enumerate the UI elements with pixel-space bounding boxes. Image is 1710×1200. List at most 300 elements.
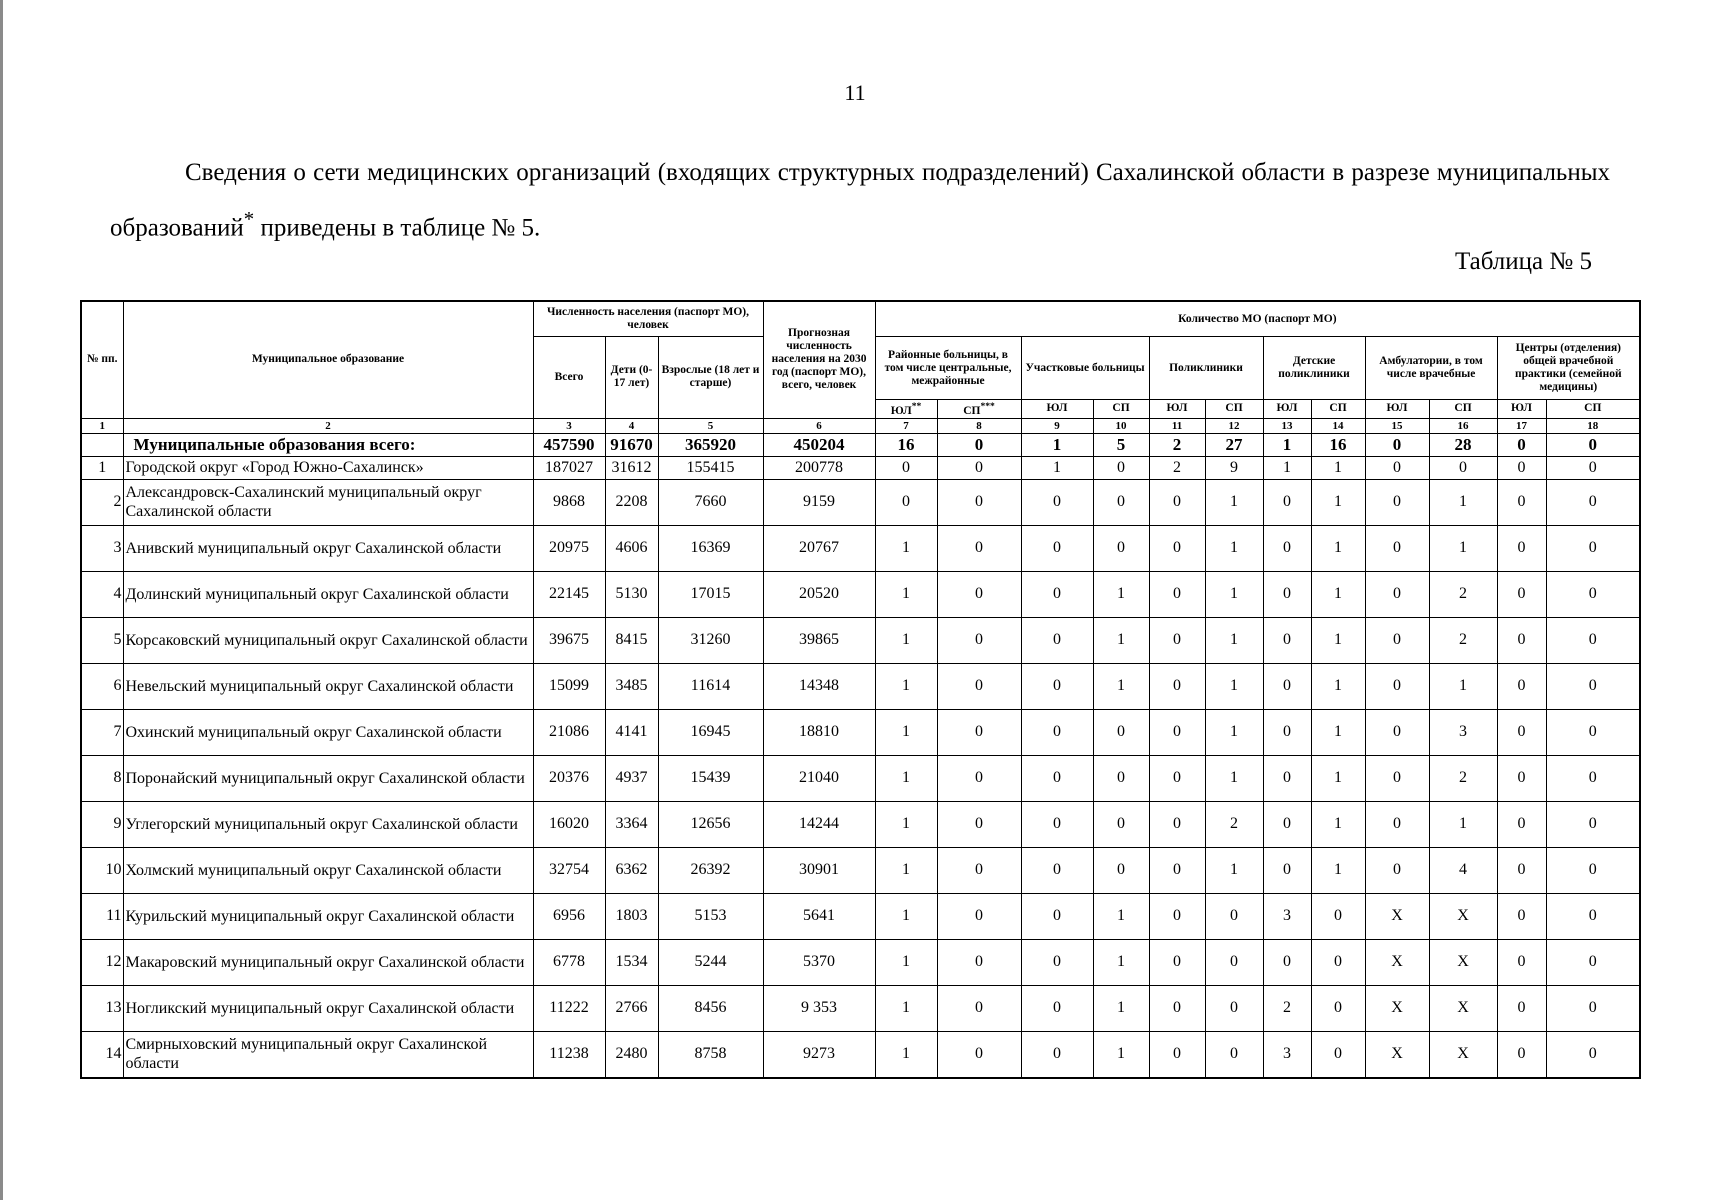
table-cell: 1 (1205, 479, 1263, 525)
table-cell: 2 (1429, 617, 1497, 663)
column-number-cell: 4 (605, 418, 658, 433)
table-cell: 1 (1311, 801, 1365, 847)
table-cell: 0 (1311, 893, 1365, 939)
table-cell: 21086 (533, 709, 605, 755)
table-cell: Х (1429, 1031, 1497, 1078)
column-number-cell: 10 (1093, 418, 1149, 433)
table-cell: 8758 (658, 1031, 763, 1078)
table-cell: 0 (1149, 893, 1205, 939)
total-cell: 27 (1205, 433, 1263, 456)
table-cell: 0 (1149, 479, 1205, 525)
table-cell: 0 (937, 755, 1021, 801)
table-cell: 32754 (533, 847, 605, 893)
row-index: 9 (81, 801, 123, 847)
table-cell: 0 (937, 1031, 1021, 1078)
table-cell: 20767 (763, 525, 875, 571)
table-cell: 0 (1149, 847, 1205, 893)
table-cell: 0 (1149, 617, 1205, 663)
table-cell: 3 (1263, 893, 1311, 939)
table-cell: 6362 (605, 847, 658, 893)
column-number-cell: 12 (1205, 418, 1263, 433)
sub-header-sp: СП (1205, 400, 1263, 419)
sub-header-ul-mark: ** (911, 401, 922, 412)
table-cell: 0 (1205, 1031, 1263, 1078)
table-cell: Х (1365, 1031, 1429, 1078)
column-number-cell: 8 (937, 418, 1021, 433)
table-cell: 0 (937, 456, 1021, 479)
table-cell: 1 (875, 893, 937, 939)
table-cell: 1 (1205, 525, 1263, 571)
table-cell: 2766 (605, 985, 658, 1031)
table-cell: 0 (1546, 893, 1640, 939)
intro-paragraph (110, 150, 1610, 251)
table-cell: Х (1365, 939, 1429, 985)
table-cell: 0 (1497, 617, 1546, 663)
table-cell: 0 (1021, 847, 1093, 893)
table-cell: 1 (1311, 617, 1365, 663)
table-cell: 11222 (533, 985, 605, 1031)
table-cell: 0 (1149, 985, 1205, 1031)
table-cell: 18810 (763, 709, 875, 755)
table-cell: 2480 (605, 1031, 658, 1078)
table-cell: 1 (875, 617, 937, 663)
total-cell: 0 (1365, 433, 1429, 456)
table-cell: 0 (1093, 525, 1149, 571)
table-cell: Х (1429, 893, 1497, 939)
column-number-cell: 9 (1021, 418, 1093, 433)
table-cell: 15099 (533, 663, 605, 709)
total-cell: 5 (1093, 433, 1149, 456)
table-cell: 1 (1093, 617, 1149, 663)
table-caption: Таблица № 5 (1454, 248, 1592, 275)
table-row (81, 617, 1640, 663)
table-cell: 1 (1429, 525, 1497, 571)
column-number-cell: 14 (1311, 418, 1365, 433)
table-cell: 16020 (533, 801, 605, 847)
col-header-total: Всего (533, 337, 605, 419)
table-cell: 9868 (533, 479, 605, 525)
column-number-cell: 16 (1429, 418, 1497, 433)
table-cell: 0 (1365, 617, 1429, 663)
row-index: 3 (81, 525, 123, 571)
row-index: 7 (81, 709, 123, 755)
table-cell: 4937 (605, 755, 658, 801)
table-cell: 0 (1546, 571, 1640, 617)
table-cell: 5153 (658, 893, 763, 939)
table-cell: 1 (1263, 456, 1311, 479)
table-row (81, 847, 1640, 893)
table-cell: 31260 (658, 617, 763, 663)
table-cell: 2208 (605, 479, 658, 525)
table-cell: 20376 (533, 755, 605, 801)
table-cell: 1 (1311, 479, 1365, 525)
table-cell: 0 (1365, 571, 1429, 617)
municipality-name: Невельский муниципальный округ Сахалинской области (123, 663, 533, 709)
table-cell: 1 (1429, 479, 1497, 525)
sub-header-sp: СП (1546, 400, 1640, 419)
table-cell: 11614 (658, 663, 763, 709)
table-cell: 1 (1311, 456, 1365, 479)
table-cell: 0 (1497, 1031, 1546, 1078)
table-cell: 1 (1205, 663, 1263, 709)
table-cell: 20975 (533, 525, 605, 571)
row-index: 4 (81, 571, 123, 617)
table-cell: 0 (1311, 939, 1365, 985)
municipality-name: Курильский муниципальный округ Сахалинской области (123, 893, 533, 939)
table-cell: 1 (1205, 755, 1263, 801)
table-cell: 0 (1093, 479, 1149, 525)
table-cell: 1 (1093, 985, 1149, 1031)
table-cell: Х (1365, 893, 1429, 939)
table-cell: 0 (1263, 479, 1311, 525)
col-header-adults: Взрослые (18 лет и старше) (658, 337, 763, 419)
table-cell: 0 (1263, 755, 1311, 801)
table-cell: 0 (1365, 479, 1429, 525)
table-row (81, 1031, 1640, 1078)
medical-network-table (80, 300, 1641, 1079)
intro-text-end: приведены в таблице № 5. (254, 214, 541, 242)
table-cell: 1 (1429, 663, 1497, 709)
table-cell: 0 (1497, 893, 1546, 939)
table-cell: 0 (1263, 525, 1311, 571)
table-cell: 39865 (763, 617, 875, 663)
column-number-row (81, 418, 1640, 433)
table-cell: 0 (1546, 709, 1640, 755)
table-cell: 0 (1497, 985, 1546, 1031)
table-cell: 0 (1021, 571, 1093, 617)
row-index: 8 (81, 755, 123, 801)
table-cell: 0 (1149, 525, 1205, 571)
table-cell: 0 (1021, 801, 1093, 847)
table-cell: 1 (1205, 571, 1263, 617)
col-header-ambulatories: Амбулатории, в том числе врачебные (1365, 337, 1497, 400)
municipality-name: Александровск-Сахалинский муниципальный округ Сахалинской области (123, 479, 533, 525)
total-cell: 450204 (763, 433, 875, 456)
table-cell: 0 (1365, 709, 1429, 755)
table-cell: 1 (875, 663, 937, 709)
table-cell: 21040 (763, 755, 875, 801)
col-header-children: Дети (0-17 лет) (605, 337, 658, 419)
row-index: 2 (81, 479, 123, 525)
table-cell: 8415 (605, 617, 658, 663)
table-cell: 0 (875, 456, 937, 479)
table-cell: 9273 (763, 1031, 875, 1078)
table-cell: 2 (1263, 985, 1311, 1031)
row-index: 14 (81, 1031, 123, 1078)
table-cell: 3 (1429, 709, 1497, 755)
table-cell: 5370 (763, 939, 875, 985)
column-number-cell: 15 (1365, 418, 1429, 433)
sub-header-sp: СП (1429, 400, 1497, 419)
table-cell: 1 (875, 755, 937, 801)
table-cell: 0 (1263, 709, 1311, 755)
table-cell: 1 (1311, 847, 1365, 893)
table-cell: 30901 (763, 847, 875, 893)
table-cell: 1 (875, 847, 937, 893)
sub-header-ul: ЮЛ (1263, 400, 1311, 419)
table-cell: 1 (1311, 755, 1365, 801)
table-cell: 0 (1546, 663, 1640, 709)
table-cell: 0 (1497, 663, 1546, 709)
table-cell: 1 (875, 571, 937, 617)
table-cell: 1803 (605, 893, 658, 939)
table-cell: 0 (937, 479, 1021, 525)
column-number-cell: 6 (763, 418, 875, 433)
total-cell: 1 (1021, 433, 1093, 456)
table-cell: 200778 (763, 456, 875, 479)
sub-header-ul: ЮЛ (1021, 400, 1093, 419)
table-cell: 3364 (605, 801, 658, 847)
column-number-cell: 7 (875, 418, 937, 433)
table-cell: 0 (1093, 456, 1149, 479)
table-cell: 0 (1021, 617, 1093, 663)
row-index: 1 (81, 456, 123, 479)
table-cell: 17015 (658, 571, 763, 617)
table-cell: 0 (1149, 663, 1205, 709)
table-cell: 3 (1263, 1031, 1311, 1078)
table-row (81, 801, 1640, 847)
row-index: 11 (81, 893, 123, 939)
table-cell: 1 (1093, 1031, 1149, 1078)
table-cell: 0 (1497, 709, 1546, 755)
table-cell: 0 (1263, 617, 1311, 663)
table-cell: 0 (1365, 525, 1429, 571)
table-cell: 1 (1205, 617, 1263, 663)
table-cell: 0 (1546, 939, 1640, 985)
table-row (81, 479, 1640, 525)
column-number-cell: 13 (1263, 418, 1311, 433)
municipality-name: Смирныховский муниципальный округ Сахалинской области (123, 1031, 533, 1078)
table-cell: 9 (1205, 456, 1263, 479)
table-cell: 16945 (658, 709, 763, 755)
column-number-cell: 5 (658, 418, 763, 433)
table-cell: 0 (1149, 1031, 1205, 1078)
sub-header-sp-mark: *** (980, 401, 995, 412)
total-row-label: Муниципальные образования всего: (123, 433, 533, 456)
total-cell: 1 (1263, 433, 1311, 456)
table-cell: 0 (1263, 571, 1311, 617)
table-cell: 0 (1205, 985, 1263, 1031)
table-cell: 26392 (658, 847, 763, 893)
table-cell: 0 (937, 801, 1021, 847)
table-cell: 0 (1497, 571, 1546, 617)
sub-header-sp: СП (1093, 400, 1149, 419)
municipality-name: Анивский муниципальный округ Сахалинской области (123, 525, 533, 571)
table-cell: 1 (1311, 709, 1365, 755)
table-cell: 0 (1546, 985, 1640, 1031)
table-cell: 1 (875, 709, 937, 755)
table-row (81, 663, 1640, 709)
municipality-name: Ногликский муниципальный округ Сахалинской области (123, 985, 533, 1031)
row-index: 13 (81, 985, 123, 1031)
table-cell: 0 (937, 663, 1021, 709)
table-cell: 0 (937, 571, 1021, 617)
municipality-name: Охинский муниципальный округ Сахалинской области (123, 709, 533, 755)
total-cell: 2 (1149, 433, 1205, 456)
column-number-cell: 2 (123, 418, 533, 433)
intro-footnote-mark: * (243, 207, 255, 231)
col-header-forecast: Прогнозная численность населения на 2030 год (паспорт МО), всего, человек (763, 301, 875, 418)
col-header-municipality: Муниципальное образование (123, 301, 533, 418)
table-row (81, 709, 1640, 755)
table-cell: 0 (1149, 939, 1205, 985)
column-number-cell: 11 (1149, 418, 1205, 433)
sub-header-sp: СП (1311, 400, 1365, 419)
table-cell: 0 (1546, 1031, 1640, 1078)
table-cell: 0 (937, 893, 1021, 939)
table-row (81, 571, 1640, 617)
table-cell: 0 (937, 525, 1021, 571)
table-row (81, 939, 1640, 985)
column-number-cell: 1 (81, 418, 123, 433)
table-cell: 0 (1546, 479, 1640, 525)
table-cell: 0 (1021, 939, 1093, 985)
table-cell: 0 (1311, 1031, 1365, 1078)
table-cell: 1 (1093, 939, 1149, 985)
table-cell: 2 (1429, 571, 1497, 617)
table-cell: 4 (1429, 847, 1497, 893)
table-cell: 9159 (763, 479, 875, 525)
table-cell: 0 (1149, 801, 1205, 847)
table-cell: Х (1429, 985, 1497, 1031)
table-cell: 3485 (605, 663, 658, 709)
table-cell: 0 (1497, 801, 1546, 847)
table-cell: 1 (875, 985, 937, 1031)
table-cell: 1 (1205, 847, 1263, 893)
table-cell: 0 (1093, 755, 1149, 801)
table-cell: 22145 (533, 571, 605, 617)
table-cell: 0 (1546, 525, 1640, 571)
municipality-name: Холмский муниципальный округ Сахалинской области (123, 847, 533, 893)
table-cell: 1 (875, 525, 937, 571)
page-number: 11 (844, 80, 866, 105)
table-cell: 0 (1546, 755, 1640, 801)
table-cell: 4606 (605, 525, 658, 571)
row-index: 6 (81, 663, 123, 709)
col-header-number: № пп. (81, 301, 123, 418)
table-cell: 0 (875, 479, 937, 525)
table-cell: 12656 (658, 801, 763, 847)
table-cell: 0 (1365, 801, 1429, 847)
table-cell: 6778 (533, 939, 605, 985)
table-cell: 155415 (658, 456, 763, 479)
total-cell: 457590 (533, 433, 605, 456)
table-cell: 0 (1263, 847, 1311, 893)
column-number-cell: 18 (1546, 418, 1640, 433)
municipality-name: Долинский муниципальный округ Сахалинской области (123, 571, 533, 617)
table-cell: 4141 (605, 709, 658, 755)
table-cell: 1 (1429, 801, 1497, 847)
table-cell: 1 (875, 801, 937, 847)
table-cell: 1 (1093, 893, 1149, 939)
table-cell: 0 (1093, 709, 1149, 755)
total-cell: 0 (1497, 433, 1546, 456)
total-cell: 16 (875, 433, 937, 456)
table-row (81, 456, 1640, 479)
table-cell: 0 (1546, 617, 1640, 663)
table-cell: 0 (937, 985, 1021, 1031)
table-cell: 0 (1546, 801, 1640, 847)
table-cell: 0 (1497, 939, 1546, 985)
municipality-name: Корсаковский муниципальный округ Сахалинской области (123, 617, 533, 663)
table-cell: 0 (1365, 456, 1429, 479)
col-header-district-hospitals: Районные больницы, в том числе центральные, межрайонные (875, 337, 1021, 400)
table-cell: 0 (1546, 456, 1640, 479)
col-header-local-hospitals: Участковые больницы (1021, 337, 1149, 400)
column-number-cell: 3 (533, 418, 605, 433)
municipality-name: Городской округ «Город Южно-Сахалинск» (123, 456, 533, 479)
table-cell: 0 (1093, 847, 1149, 893)
row-index: 12 (81, 939, 123, 985)
table-cell: 0 (1497, 755, 1546, 801)
table-cell: 14348 (763, 663, 875, 709)
table-cell: 2 (1149, 456, 1205, 479)
table-cell: 0 (1021, 1031, 1093, 1078)
table-cell: 0 (1149, 709, 1205, 755)
table-cell: 0 (937, 847, 1021, 893)
col-header-polyclinics: Поликлиники (1149, 337, 1263, 400)
column-number-cell: 17 (1497, 418, 1546, 433)
table-cell: 0 (937, 709, 1021, 755)
table-cell: 39675 (533, 617, 605, 663)
table-row (81, 755, 1640, 801)
table-cell: 0 (1205, 893, 1263, 939)
table-cell: 0 (1365, 663, 1429, 709)
table-cell: 0 (1497, 479, 1546, 525)
table-cell: 0 (1021, 755, 1093, 801)
table-cell: 1534 (605, 939, 658, 985)
table-cell: 1 (1311, 525, 1365, 571)
table-cell: 1 (1093, 663, 1149, 709)
table-cell: Х (1365, 985, 1429, 1031)
table-cell: 5130 (605, 571, 658, 617)
col-header-mo-count: Количество МО (паспорт МО) (875, 301, 1640, 337)
table-cell: 0 (1263, 939, 1311, 985)
table-cell: 31612 (605, 456, 658, 479)
table-cell: 5641 (763, 893, 875, 939)
table-cell: 2 (1205, 801, 1263, 847)
table-cell: 0 (1021, 893, 1093, 939)
sub-header-ul: ЮЛ (1365, 400, 1429, 419)
intro-text: Сведения о сети медицинских организаций (входящих структурных подразделений) Сахалинской области в разрезе муниципальных образований (110, 159, 1610, 242)
table-cell: 0 (937, 617, 1021, 663)
total-row (81, 433, 1640, 456)
table-cell: 16369 (658, 525, 763, 571)
municipality-name: Поронайский муниципальный округ Сахалинской области (123, 755, 533, 801)
table-cell: 0 (1021, 985, 1093, 1031)
table-cell: 1 (1311, 571, 1365, 617)
total-cell: 16 (1311, 433, 1365, 456)
sub-header-ul: ЮЛ (1497, 400, 1546, 419)
municipality-name: Углегорский муниципальный округ Сахалинской области (123, 801, 533, 847)
table-cell: 0 (1546, 847, 1640, 893)
table-cell: 15439 (658, 755, 763, 801)
row-index: 5 (81, 617, 123, 663)
table-cell: 0 (1205, 939, 1263, 985)
table-cell: Х (1429, 939, 1497, 985)
table-cell: 1 (1205, 709, 1263, 755)
table-cell: 0 (1149, 571, 1205, 617)
table-cell: 0 (1093, 801, 1149, 847)
page-edge (0, 0, 3, 1200)
table-cell: 20520 (763, 571, 875, 617)
table-cell: 0 (1021, 709, 1093, 755)
table-cell: 2 (1429, 755, 1497, 801)
table-cell: 6956 (533, 893, 605, 939)
table-cell: 7660 (658, 479, 763, 525)
table-cell: 0 (1429, 456, 1497, 479)
sub-header-ul: ЮЛ** (875, 400, 937, 419)
